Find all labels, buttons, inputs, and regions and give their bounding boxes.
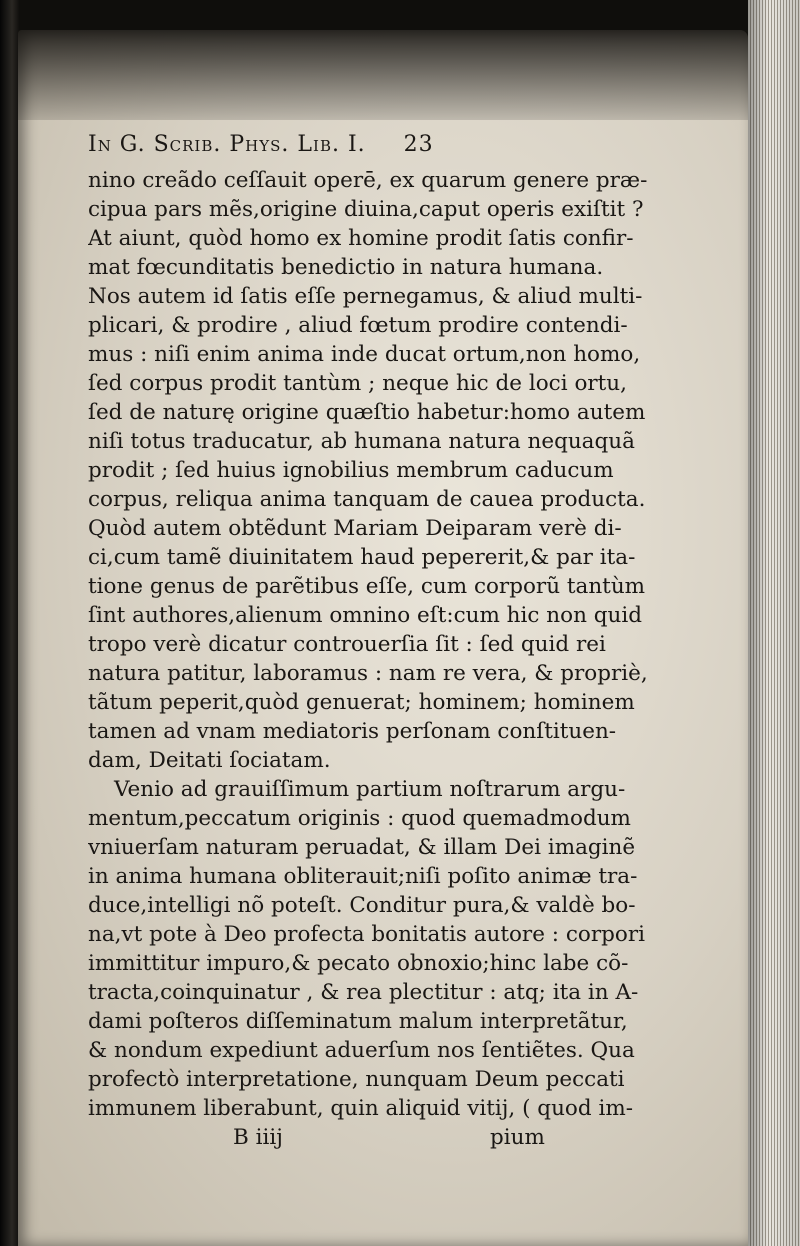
text-line: mentum,peccatum originis : quod quemadmodum bbox=[88, 806, 631, 831]
text-line: immittitur impuro,& pecato obnoxio;hinc labe cõ- bbox=[88, 951, 629, 976]
book-gutter bbox=[0, 0, 20, 1246]
text-line: tãtum peperit,quòd genuerat; hominem; hominem bbox=[88, 690, 635, 715]
text-line: na,vt pote à Deo profecta bonitatis autore : corpori bbox=[88, 922, 645, 947]
text-line: tracta,coinquinatur , & rea plectitur : atq; ita in A- bbox=[88, 980, 639, 1005]
text-line: ſed corpus prodit tantùm ; neque hic de loci ortu, bbox=[88, 371, 627, 396]
text-line: ſed de naturę origine quæſtio habetur:homo autem bbox=[88, 400, 646, 425]
text-line: nino creãdo ceſſauit operē, ex quarum genere præ- bbox=[88, 168, 648, 193]
text-line: ſint authores,alienum omnino eſt:cum hic non quid bbox=[88, 603, 643, 628]
text-line: plicari, & prodire , aliud fœtum prodire contendi- bbox=[88, 313, 628, 338]
signature-mark: B iiij bbox=[233, 1125, 283, 1150]
running-header bbox=[88, 132, 728, 164]
text-line: dami poſteros diſſeminatum malum interpretãtur, bbox=[88, 1009, 628, 1034]
text-line: tamen ad vnam mediatoris perſonam conſtituen- bbox=[88, 719, 617, 744]
text-line: profectò interpretatione, nunquam Deum peccati bbox=[88, 1067, 625, 1092]
text-line: corpus, reliqua anima tanquam de cauea producta. bbox=[88, 487, 646, 512]
page-footer bbox=[88, 1123, 728, 1152]
text-line: Nos autem id ſatis eſſe pernegamus, & aliud multi- bbox=[88, 284, 643, 309]
text-line: immunem liberabunt, quin aliquid vitij, ( quod im- bbox=[88, 1096, 633, 1121]
text-line: tropo verè dicatur controuerſia ſit : ſed quid rei bbox=[88, 632, 606, 657]
text-line: in anima humana obliterauit;niſi poſito animæ tra- bbox=[88, 864, 638, 889]
text-line: natura patitur, laboramus : nam re vera, & propriè, bbox=[88, 661, 648, 686]
page-edges-shade bbox=[748, 0, 800, 1246]
text-line: & nondum expediunt aduerſum nos ſentiẽtes. Qua bbox=[88, 1038, 635, 1063]
page-number: 23 bbox=[403, 132, 434, 157]
paragraph-start-line: Venio ad grauiſſimum partium noſtrarum argu- bbox=[114, 777, 626, 802]
text-line: vniuerſam naturam peruadat, & illam Dei imaginẽ bbox=[88, 835, 636, 860]
text-line: duce,intelligi nõ poteſt. Conditur pura,& valdè bo- bbox=[88, 893, 636, 918]
catchword: pium bbox=[490, 1125, 545, 1150]
text-line: mat fœcunditatis benedictio in natura humana. bbox=[88, 255, 604, 280]
text-line: cipua pars mẽs,origine diuina,caput operis exiſtit ? bbox=[88, 197, 644, 222]
text-line: ci,cum tamẽ diuinitatem haud pepererit,& par ita- bbox=[88, 545, 636, 570]
running-title: In G. Scrib. Phys. Lib. I. bbox=[88, 132, 366, 157]
text-line: tione genus de parẽtibus eſſe, cum corporũ tantùm bbox=[88, 574, 646, 599]
text-line: Quòd autem obtẽdunt Mariam Deiparam verè di- bbox=[88, 516, 622, 541]
text-line: At aiunt, quòd homo ex homine prodit ſatis confir- bbox=[88, 226, 634, 251]
text-line: niſi totus traducatur, ab humana natura nequaquã bbox=[88, 429, 635, 454]
text-line: prodit ; ſed huius ignobilius membrum caducum bbox=[88, 458, 614, 483]
text-line: dam, Deitati ſociatam. bbox=[88, 748, 331, 773]
text-block bbox=[88, 132, 728, 1152]
text-line: mus : niſi enim anima inde ducat ortum,non homo, bbox=[88, 342, 641, 367]
